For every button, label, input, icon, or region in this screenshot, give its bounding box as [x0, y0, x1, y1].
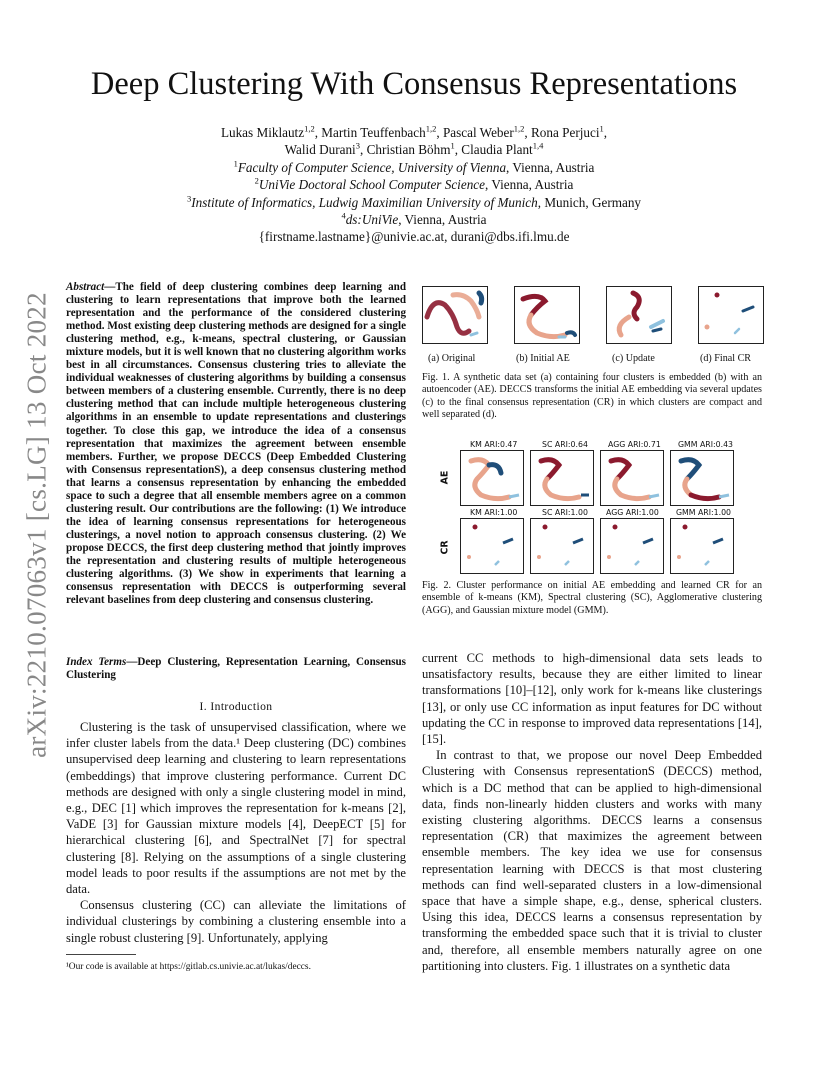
section-heading: I. Introduction [199, 700, 273, 713]
author-name: , Claudia Plant [454, 142, 533, 158]
aff-location: , Vienna, Austria [398, 212, 487, 228]
author-name: , Pascal Weber [436, 125, 514, 140]
author-name: , Martin Teuffenbach [314, 125, 426, 140]
aff-location: , Vienna, Austria [485, 177, 574, 193]
index-terms-text: —Deep Clustering, Representation Learning, Consensus Clustering [66, 656, 406, 682]
aff-location: , Vienna, Austria [506, 159, 595, 175]
fig1-label-c: (c) Update [612, 353, 655, 364]
fig1-label-a: (a) Original [428, 353, 476, 364]
fig2-ae-km-plot [460, 450, 524, 506]
fig2-ae-title: SC ARI:0.64 [542, 440, 588, 449]
aff-name: Faculty of Computer Science, University of Vienna [237, 159, 507, 175]
fig1-label-b: (b) Initial AE [516, 353, 570, 364]
aff-name: Institute of Informatics, Ludwig Maximilian University of Munich [191, 194, 538, 210]
affiliation-1 [0, 159, 828, 176]
footnote: ¹Our code is available at https://gitlab.cs.univie.ac.at/lukas/deccs. [66, 962, 311, 972]
author-name: Lukas Miklautz [220, 125, 305, 140]
abstract-text: —The field of deep clustering combines deep learning and clustering to learn representations that improve both the learned representation and the performance of the considered clustering method. Most existing deep clustering methods are designed for a single clustering method, e.g., k-means, spectral clustering, or Gaussian mixture models, but it is well known that no clustering algorithm works best in all circumstances. Consensus clustering tries to alleviate the individual weaknesses of clustering algorithms by building a consensus between members of a clustering ensemble. Currently, there is no deep clustering method that can include multiple heterogeneous clustering algorithms in an ensemble to update representations and clusterings together. To close this gap, we introduce the idea of a consensus representation that maximizes the agreement between ensemble members. Further, we propose DECCS (Deep Embedded Clustering with Consensus representationS), a deep consensus clustering method that learns a consensus representation by enhancing the embedded space to such a degree that all ensemble members agree on a common clustering result. Our contributions are the following: (1) We introduce the idea of learning consensus representations for heterogeneous clusterings, a novel notion to approach consensus clustering. (2) We propose DECCS, the first deep clustering method that jointly improves the representation and clustering results of multiple heterogeneous clustering algorithms. (3) We show in experiments that learning a consensus representation with DECCS is outperforming several relevant baselines from deep clustering and consensus clustering. [66, 281, 406, 607]
abstract [66, 281, 406, 607]
right-column-body [422, 650, 762, 974]
author-name: Walid Durani [284, 142, 356, 158]
fig2-ae-title: GMM ARI:0.43 [678, 440, 734, 449]
aff-name: UniVie Doctoral School Computer Science [258, 177, 485, 193]
intro-paragraph-2: Consensus clustering (CC) can alleviate the limitations of individual clusterings by combining a clustering ensemble into a single robust clustering [9]. Unfortunately, applying [66, 898, 406, 945]
footnote-rule [66, 954, 136, 955]
aff-name: ds:UniVie [345, 212, 399, 228]
index-terms-lead: Index Terms [66, 656, 127, 668]
arxiv-watermark [22, 290, 52, 760]
paper-title: Deep Clustering With Consensus Representations [90, 66, 738, 102]
author-sup: 3 [355, 141, 360, 152]
affiliation-3 [0, 194, 828, 211]
fig2-ae-agg-plot [600, 450, 664, 506]
aff-sup: 2 [254, 175, 259, 186]
author-line-2 [0, 141, 828, 158]
fig2-cr-sc-plot [530, 518, 594, 574]
author-sup: 1,2 [304, 123, 315, 134]
affiliation-2 [0, 176, 828, 193]
arxiv-id: arXiv:2210.07063v1 [cs.LG] 13 Oct 2022 [21, 292, 52, 758]
author-sup: 1 [450, 141, 455, 152]
fig1-panel-update [606, 286, 672, 344]
abstract-lead: Abstract [66, 281, 105, 293]
fig1-caption: Fig. 1. A synthetic data set (a) containing four clusters is embedded (b) with an autoencoder (AE). DECCS transforms the initial AE embedding via several updates (c) to the final consensus representation (CR) in which clusters are compact and well separated (d). [422, 372, 762, 421]
fig2-cr-agg-plot [600, 518, 664, 574]
index-terms [66, 656, 406, 682]
aff-sup: 4 [341, 210, 346, 221]
intro-paragraph-1: Clustering is the task of unsupervised classification, where we infer cluster labels from the data.¹ Deep clustering (DC) combines unsupervised deep learning and clustering to learn representations (embeddings) that improve clustering performance. Current DC methods are designed with only a single clustering model in mind, e.g., DEC [1] which improves the representation for k-means [2], VaDE [3] for Gaussian mixture models [4], DeepECT [5] for hierarchical clustering [6], and SpectralNet [7] for spectral clustering [8]. Relying on the assumptions of a single clustering model leads to poor results if the assumptions are not met by the data. [66, 720, 406, 897]
author-sup: 1 [599, 123, 604, 134]
fig2-cr-title: AGG ARI:1.00 [606, 508, 659, 517]
fig2-row-label-cr: CR [439, 540, 451, 555]
figure-1 [422, 286, 767, 362]
author-sup: 1,2 [513, 123, 525, 134]
author-name: , Rona Perjuci [524, 125, 600, 140]
fig1-panel-original [422, 286, 488, 344]
aff-location: , Munich, Germany [537, 194, 642, 210]
author-sup: 1,2 [425, 123, 437, 134]
fig2-ae-title: AGG ARI:0.71 [608, 440, 661, 449]
aff-sup: 1 [233, 158, 238, 169]
fig2-cr-title: SC ARI:1.00 [542, 508, 588, 517]
right-paragraph-2: In contrast to that, we propose our novel Deep Embedded Clustering with Consensus representationS (DECCS) method, which is a DC method that can be applied to high-dimensional data, finds non-linearly hidden clusters and works with many existing clustering algorithms. DECCS learns a consensus representation (CR) that maximizes the agreement between ensemble members. The key idea we use for consensus representation learning with DECCS is that most clustering methods can find well-separated clusters in a low-dimensional space that have a simple shape, e.g., dense, spherical clusters. Using this idea, DECCS learns a consensus representation by transforming the embedded space such that it is trivial to cluster and, therefore, all ensemble members naturally agree on one partitioning into clusters. Fig. 1 illustrates on a synthetic data [422, 748, 762, 973]
fig2-ae-sc-plot [530, 450, 594, 506]
fig2-caption: Fig. 2. Cluster performance on initial AE embedding and learned CR for an ensemble of k-means (KM), Spectral clustering (SC), Agglomerative clustering (AGG), and Gaussian mixture model (GMM). [422, 580, 762, 616]
author-sep: , [603, 125, 608, 140]
figure-2 [439, 438, 762, 574]
intro-body [66, 719, 406, 946]
fig2-cr-title: GMM ARI:1.00 [676, 508, 732, 517]
author-block [0, 124, 828, 246]
fig1-panel-initial-ae [514, 286, 580, 344]
fig1-panel-final-cr [698, 286, 764, 344]
fig2-ae-title: KM ARI:0.47 [470, 440, 518, 449]
affiliation-4 [0, 211, 828, 228]
right-paragraph-1: current CC methods to high-dimensional data sets leads to unsatisfactory results, because they are either limited to linear transformations [10]–[12], only work for k-means like clusterings [13], or only use CC information as input features for DC without updating the CC in response to improved data representations [14], [15]. [422, 651, 762, 747]
fig2-cr-gmm-plot [670, 518, 734, 574]
fig2-cr-km-plot [460, 518, 524, 574]
author-name: , Christian Böhm [359, 142, 451, 158]
aff-sup: 3 [186, 193, 192, 204]
fig1-label-d: (d) Final CR [700, 353, 752, 364]
fig2-cr-title: KM ARI:1.00 [470, 508, 518, 517]
author-line-1 [0, 124, 828, 141]
fig2-ae-gmm-plot [670, 450, 734, 506]
fig2-row-label-ae: AE [439, 470, 451, 485]
author-emails: {firstname.lastname}@univie.ac.at, durani@dbs.ifi.lmu.de [258, 229, 570, 245]
author-sup: 1,4 [532, 141, 544, 152]
